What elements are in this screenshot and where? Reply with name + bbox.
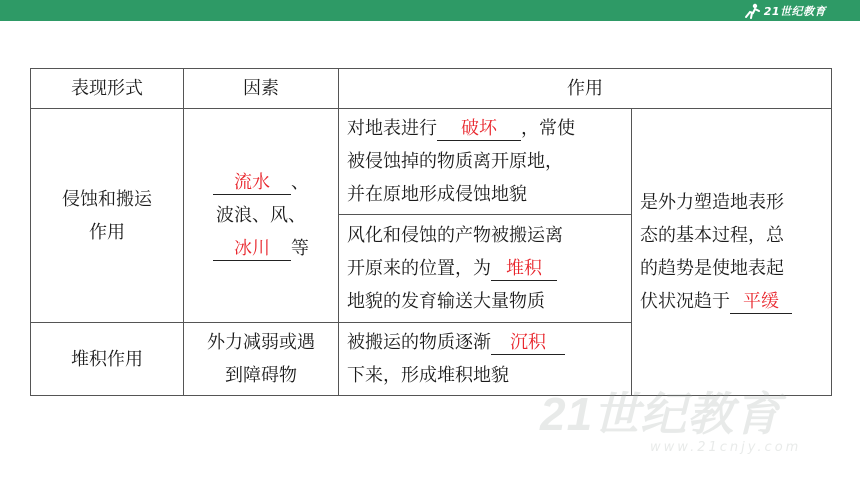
brand-logo — [743, 2, 826, 19]
watermark — [540, 378, 801, 455]
factor-line3 — [184, 232, 338, 265]
factor-line1 — [184, 166, 338, 199]
logo-text: 21世纪教育 — [763, 4, 826, 18]
transport-effect-cell — [339, 215, 632, 323]
answer-blank-pohuai: 破坏 — [437, 118, 521, 141]
erosion-form-line2: 作用 — [89, 221, 125, 243]
effect1-line3: 并在原地形成侵蚀地貌 — [347, 184, 527, 205]
factor-sep1: 、 — [291, 172, 309, 193]
answer-blank-liushui: 流水 — [213, 172, 291, 195]
watermark-url: www.21cnjy.com — [650, 440, 802, 455]
effect2-prefix: 开原来的位置，为 — [347, 258, 491, 279]
effect1-suffix: ，常使 — [521, 118, 575, 139]
deposition-effect-line2: 下来，形成堆积地貌 — [347, 365, 509, 386]
deposition-prefix: 被搬运的物质逐渐 — [347, 332, 491, 353]
top-banner — [0, 0, 860, 21]
deposition-factor-line1: 外力减弱或遇 — [207, 332, 315, 353]
deposition-factor-cell — [184, 323, 339, 396]
factor-suffix: 等 — [291, 238, 309, 259]
header-factor: 因素 — [184, 69, 339, 109]
factor-line2: 波浪、风、 — [216, 205, 306, 226]
effect1-line1 — [347, 112, 627, 145]
answer-blank-duiji: 堆积 — [491, 258, 557, 281]
watermark-main: 21世纪教育 — [540, 388, 782, 440]
table-row — [31, 109, 832, 215]
effect2-line3: 地貌的发育输送大量物质 — [347, 291, 545, 312]
erosion-form-cell — [31, 109, 184, 323]
summary-prefix: 伏状况趋于 — [640, 291, 730, 312]
summary-line2: 态的基本过程，总 — [640, 225, 784, 246]
summary-line3: 的趋势是使地表起 — [640, 258, 784, 279]
header-effect: 作用 — [339, 69, 832, 109]
effect2-line2 — [347, 252, 627, 285]
summary-cell — [632, 109, 832, 396]
deposition-effect-line1 — [347, 326, 627, 359]
answer-blank-bingchuan: 冰川 — [213, 238, 291, 261]
effect2-line1: 风化和侵蚀的产物被搬运离 — [347, 225, 563, 246]
geomorphology-table — [30, 68, 832, 396]
erosion-form-line1: 侵蚀和搬运 — [62, 188, 152, 210]
deposition-form-cell: 堆积作用 — [31, 323, 184, 396]
header-form: 表现形式 — [31, 69, 184, 109]
answer-blank-pinghuan: 平缓 — [730, 291, 792, 314]
erosion-factor-cell — [184, 109, 339, 323]
header-row — [31, 69, 832, 109]
summary-line4 — [640, 285, 827, 318]
running-person-icon — [743, 3, 761, 19]
effect1-prefix: 对地表进行 — [347, 118, 437, 139]
deposition-factor-line2: 到障碍物 — [225, 365, 297, 386]
effect1-line2: 被侵蚀掉的物质离开原地， — [347, 151, 563, 172]
answer-blank-chenji: 沉积 — [491, 332, 565, 355]
erosion-effect-cell — [339, 109, 632, 215]
summary-line1: 是外力塑造地表形 — [640, 192, 784, 213]
